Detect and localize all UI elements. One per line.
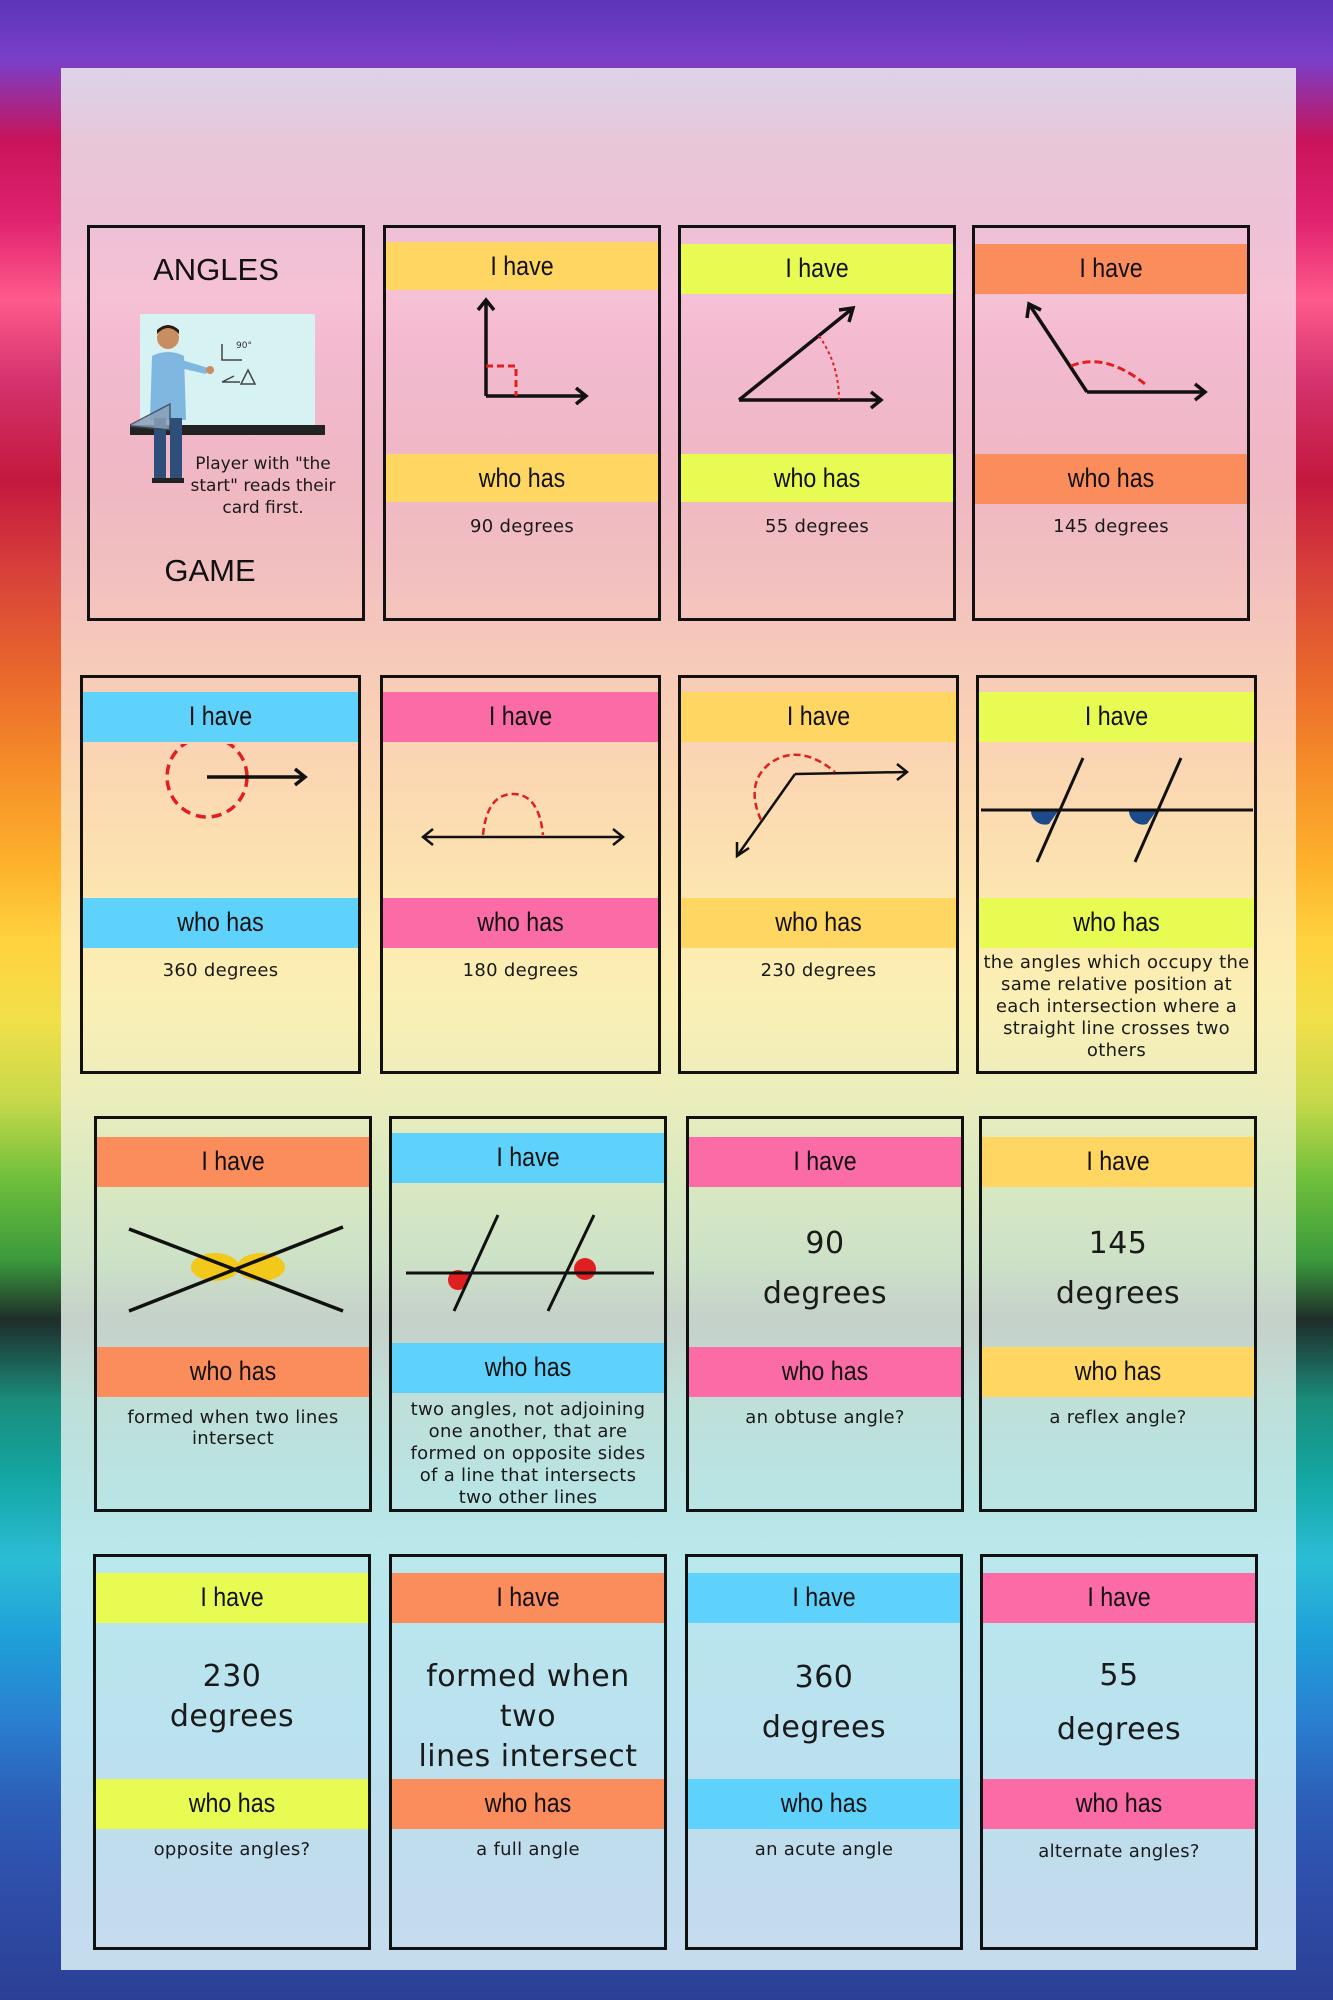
who-has-text: a full angle — [476, 1839, 580, 1860]
i-have-value: 360 degrees — [761, 1660, 887, 1745]
i-have-value: 90 degrees — [762, 1226, 888, 1311]
card-obtuse-angle[interactable] — [972, 225, 1250, 621]
card-reflex-angle[interactable] — [678, 675, 959, 1074]
i-have-label: I have — [188, 700, 253, 731]
who-has-text: a reflex angle? — [1049, 1407, 1187, 1428]
who-has-label: who has — [775, 906, 862, 937]
i-have-label: I have — [1086, 1145, 1150, 1176]
card-acute-angle[interactable] — [678, 225, 956, 621]
game-title: ANGLES — [153, 252, 279, 287]
i-have-label: I have — [1087, 1581, 1151, 1612]
full-angle-icon — [83, 744, 361, 894]
i-have-label: I have — [1079, 252, 1143, 283]
who-has-text: an acute angle — [754, 1839, 894, 1860]
i-have-label: I have — [488, 700, 553, 731]
card-90-degrees[interactable] — [686, 1116, 964, 1512]
card-alternate-angles[interactable] — [389, 1116, 667, 1512]
who-has-label: who has — [780, 1787, 868, 1818]
reflex-angle-icon — [681, 744, 959, 894]
svg-text:90°: 90° — [236, 341, 252, 351]
who-has-label: who has — [484, 1351, 572, 1382]
right-angle-icon — [386, 294, 661, 444]
who-has-label: who has — [1067, 462, 1155, 493]
i-have-label: I have — [496, 1141, 560, 1172]
who-has-text: 230 degrees — [760, 960, 877, 981]
card-corresponding-angles[interactable] — [976, 675, 1257, 1074]
who-has-label: who has — [477, 906, 564, 937]
card-145-degrees[interactable] — [979, 1116, 1257, 1512]
i-have-value: 230 degrees — [169, 1659, 295, 1734]
who-has-label: who has — [773, 462, 861, 493]
who-has-label: who has — [188, 1787, 276, 1818]
acute-angle-icon — [681, 294, 956, 444]
i-have-label: I have — [785, 252, 849, 283]
who-has-label: who has — [478, 462, 566, 493]
card-right-angle[interactable] — [383, 225, 661, 621]
i-have-value: formed when two lines intersect — [418, 1659, 638, 1774]
i-have-label: I have — [793, 1145, 857, 1176]
straight-angle-icon — [383, 744, 661, 894]
who-has-text: formed when two lines intersect — [127, 1407, 339, 1449]
card-55-degrees[interactable] — [980, 1554, 1258, 1950]
who-has-label: who has — [189, 1355, 277, 1386]
who-has-label: who has — [177, 906, 264, 937]
card-360-degrees[interactable] — [685, 1554, 963, 1950]
who-has-text: two angles, not adjoining one another, that are formed on opposite sides of a line that intersects two other lines — [410, 1399, 646, 1508]
who-has-text: 180 degrees — [462, 960, 579, 981]
game-subtitle: GAME — [164, 553, 256, 588]
corresponding-angles-icon — [979, 744, 1257, 894]
i-have-label: I have — [201, 1145, 265, 1176]
who-has-label: who has — [1073, 906, 1160, 937]
who-has-text: opposite angles? — [153, 1839, 311, 1860]
i-have-value: 55 degrees — [1056, 1658, 1182, 1747]
title-card[interactable] — [87, 225, 365, 621]
opposite-angles-icon — [97, 1185, 372, 1335]
who-has-text: the angles which occupy the same relative position at each intersection where a straight line crosses two others — [983, 952, 1250, 1061]
i-have-label: I have — [1084, 700, 1149, 731]
instruction-text: Player with "the start" reads their card first. — [190, 454, 336, 518]
who-has-text: alternate angles? — [1038, 1841, 1200, 1862]
who-has-text: 90 degrees — [469, 516, 575, 537]
i-have-label: I have — [786, 700, 851, 731]
alternate-angles-icon — [392, 1185, 667, 1335]
card-full-angle[interactable] — [80, 675, 361, 1074]
who-has-label: who has — [1074, 1355, 1162, 1386]
i-have-label: I have — [496, 1581, 560, 1612]
who-has-text: 360 degrees — [162, 960, 279, 981]
card-230-degrees[interactable] — [93, 1554, 371, 1950]
i-have-label: I have — [792, 1581, 856, 1612]
who-has-text: an obtuse angle? — [745, 1407, 905, 1428]
card-straight-angle[interactable] — [380, 675, 661, 1074]
obtuse-angle-icon — [975, 294, 1250, 444]
i-have-value: 145 degrees — [1055, 1226, 1181, 1311]
i-have-label: I have — [490, 250, 554, 281]
card-formed-when-two-lines-intersect[interactable] — [389, 1554, 667, 1950]
i-have-label: I have — [200, 1581, 264, 1612]
card-opposite-angles[interactable] — [94, 1116, 372, 1512]
who-has-label: who has — [1075, 1787, 1163, 1818]
who-has-label: who has — [484, 1787, 572, 1818]
who-has-text: 55 degrees — [764, 516, 870, 537]
who-has-label: who has — [781, 1355, 869, 1386]
who-has-text: 145 degrees — [1053, 516, 1169, 537]
